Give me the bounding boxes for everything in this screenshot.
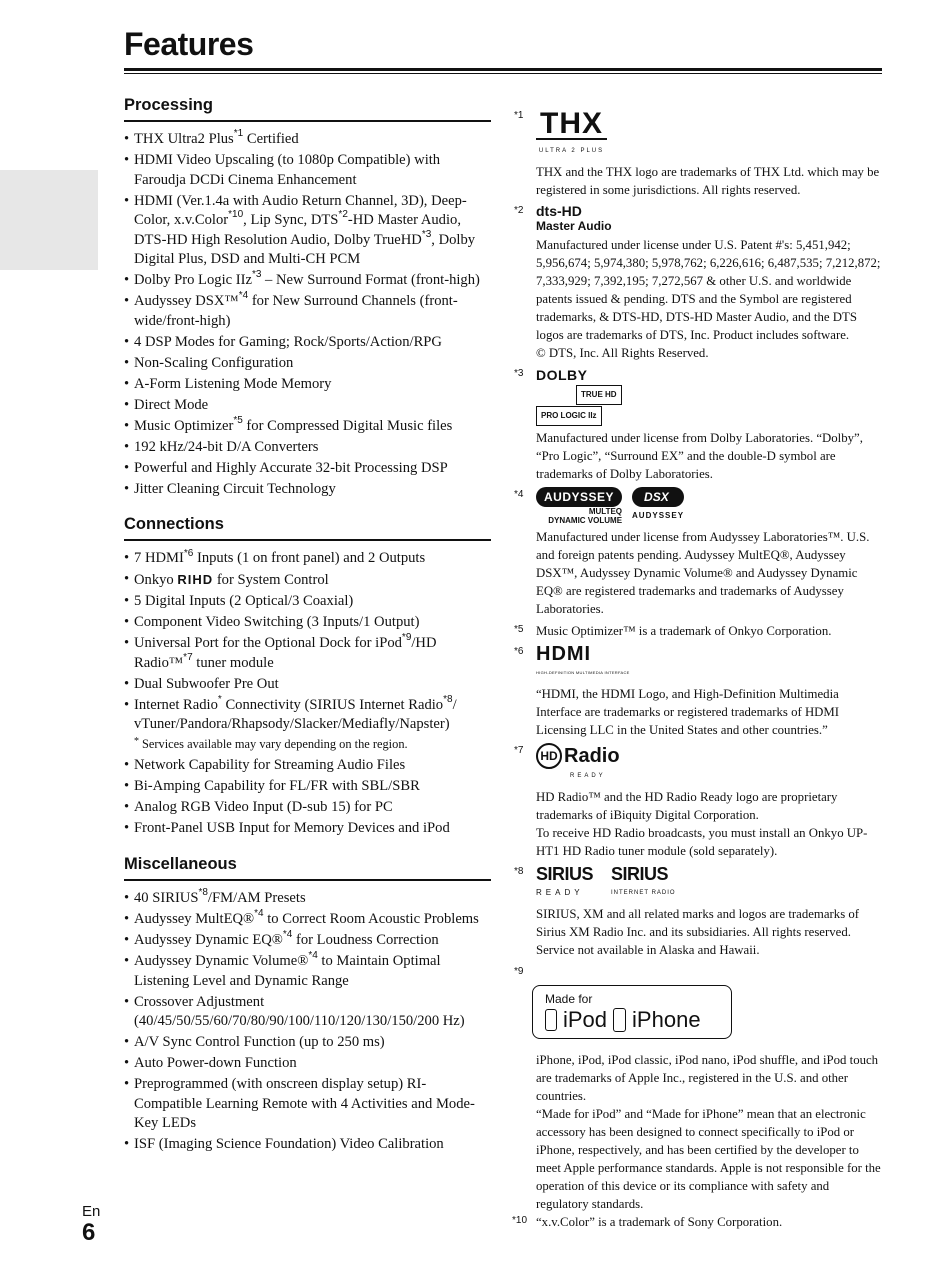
audyssey-logo-text: AUDYSSEY [536, 487, 622, 507]
dts-logo-subtext: Master Audio [536, 219, 612, 233]
footnote-text: Music Optimizer™ is a trademark of Onkyo Corporation. [536, 624, 832, 638]
feature-text: to Maintain Optimal Listening Level and Dynamic Range [134, 952, 441, 989]
feature-text: Audyssey Dynamic Volume® [134, 952, 309, 969]
footnote-mark: *1 [514, 110, 524, 121]
feature-item [124, 438, 491, 458]
feature-item [124, 931, 491, 951]
feature-item [124, 570, 491, 591]
iphone-icon [613, 1008, 626, 1032]
footnote-reference: * [217, 694, 222, 706]
feature-text: , Dolby Digital Plus, DSD and Multi-CH PCM [134, 231, 476, 268]
feature-text: for System Control [213, 572, 329, 589]
feature-item [124, 354, 491, 374]
feature-text: 4 DSP Modes for Gaming; Rock/Sports/Action/RPG [134, 333, 442, 350]
feature-text: Crossover Adjustment (40/45/50/55/60/70/80/90/100/110/120/130/150/200 Hz) [134, 993, 465, 1030]
feature-text: Bi-Amping Capability for FL/FR with SBL/SBR [134, 778, 420, 795]
footnote-reference: *1 [233, 128, 244, 140]
footnote-reference: *5 [233, 414, 243, 426]
feature-text: 192 kHz/24-bit D/A Converters [134, 438, 319, 455]
footnote-text: THX and the THX logo are trademarks of THX Ltd. which may be registered in some jurisdictions. All rights reserved. [536, 165, 880, 197]
feature-item [124, 1075, 491, 1134]
feature-text: Direct Mode [134, 396, 209, 413]
footnote-mark: *3 [514, 368, 524, 379]
sirius-logo-text: SIRIUS [536, 864, 594, 884]
footnote-text: Manufactured under license under U.S. Patent #'s: 5,451,942; 5,956,674; 5,974,380; 5,978,762; 6,226,616; 6,487,535; 7,212,872; 7,333,929; 7,392,195; 7,272,567 & other U.S. and worldwide patents issued & pending. DTS and the Symbol are registered trademarks, & DTS-HD, DTS-HD Master Audio, and the DTS logos are trademarks of DTS, Inc. Product includes software. [536, 238, 881, 342]
footnote-text-2: © DTS, Inc. All Rights Reserved. [536, 346, 709, 360]
footnote-reference: *2 [338, 209, 348, 221]
feature-item [124, 798, 491, 818]
feature-item [124, 480, 491, 500]
footnote-reference: *9 [401, 632, 412, 644]
feature-item [124, 375, 491, 395]
feature-text: THX Ultra2 Plus [134, 131, 234, 147]
feature-item [124, 675, 491, 695]
feature-item [124, 192, 491, 270]
made-for-ipod-badge [532, 985, 732, 1039]
feature-text: HDMI (Ver.1.4a with Audio Return Channel, 3D), Deep-Color, x.v.Color [134, 192, 467, 229]
footnote-text: iPhone, iPod, iPod classic, iPod nano, iPod shuffle, and iPod touch are trademarks of Apple Inc., registered in the U.S. and other countries. [536, 1053, 879, 1103]
sirius-ready-logo [536, 864, 593, 902]
feature-item [124, 696, 491, 735]
title-rule [124, 68, 882, 71]
footnote-7 [514, 743, 884, 860]
feature-item [124, 414, 491, 437]
audyssey-logo [536, 487, 622, 525]
feature-text: Powerful and Highly Accurate 32-bit Processing DSP [134, 459, 448, 476]
footnote-4 [514, 487, 884, 618]
page-number: 6 [82, 1219, 96, 1246]
feature-item [124, 130, 491, 150]
footnote-reference: *7 [183, 652, 193, 664]
section-heading: Processing [124, 96, 491, 122]
feature-item [124, 756, 491, 776]
feature-item [124, 1135, 491, 1155]
sirius-ready-text: READY [536, 888, 584, 897]
footnote-reference: *4 [282, 929, 293, 941]
ipod-text: iPod [563, 1007, 608, 1032]
footnote-reference: *8 [198, 887, 208, 899]
feature-item [124, 1054, 491, 1074]
footnote-mark: *10 [512, 1215, 528, 1226]
feature-text: Network Capability for Streaming Audio Files [134, 757, 406, 774]
dolby-logo [536, 366, 884, 426]
feature-text: Certified [243, 131, 299, 147]
audyssey-multeq-text: MULTEQ [588, 507, 623, 516]
feature-item [124, 151, 491, 190]
section-heading: Connections [124, 515, 491, 541]
feature-item [124, 777, 491, 797]
hd-radio-ready-text: READY [570, 773, 606, 779]
footnote-reference: *8 [443, 694, 453, 706]
sirius-internet-radio-text: INTERNET RADIO [611, 890, 676, 896]
footnote-10 [514, 1213, 884, 1231]
section-processing [124, 96, 491, 499]
feature-text: for Compressed Digital Music files [242, 417, 453, 434]
feature-item [124, 993, 491, 1032]
feature-text: Non-Scaling Configuration [134, 354, 294, 371]
feature-text: A/V Sync Control Function (up to 250 ms) [134, 1034, 385, 1051]
audyssey-dsx-logo [632, 487, 684, 525]
feature-text: Onkyo [134, 572, 178, 589]
feature-text: /HD Radio™ [134, 635, 437, 671]
feature-note [124, 735, 491, 755]
footnote-reference: * [134, 736, 139, 748]
feature-text: Audyssey DSX™ [134, 293, 239, 310]
footnotes-column [514, 108, 884, 1235]
footnote-9 [514, 963, 884, 1213]
feature-item [124, 333, 491, 353]
feature-list [124, 889, 491, 1155]
feature-text: /FM/AM Presets [207, 889, 306, 906]
feature-item [124, 819, 491, 839]
feature-item [124, 292, 491, 331]
feature-text: Services available may vary depending on the region. [142, 737, 408, 752]
footnote-reference: *6 [183, 547, 194, 559]
hd-radio-word: Radio [564, 745, 620, 767]
feature-text: , Lip Sync, DTS [243, 212, 339, 229]
page-title: Features [124, 26, 254, 62]
feature-text: Audyssey MultEQ® [134, 910, 255, 927]
footnote-mark: *8 [514, 866, 524, 877]
feature-text: Dolby Pro Logic IIz [134, 272, 252, 289]
dolby-logo-text: DOLBY [536, 367, 588, 383]
footnote-text: SIRIUS, XM and all related marks and logos are trademarks of Sirius XM Radio Inc. and its subsidiaries. All rights reserved. Service not available in Alaska and Hawaii. [536, 907, 860, 957]
feature-item [124, 952, 491, 991]
hdmi-logo-text: HDMI [536, 643, 592, 665]
feature-text: – New Surround Format (front-high) [261, 272, 480, 289]
footnote-mark: *6 [514, 646, 524, 657]
language-label: En [82, 1203, 101, 1220]
hd-radio-logo [536, 743, 884, 785]
feature-text: Audyssey Dynamic EQ® [134, 931, 283, 948]
feature-list [124, 130, 491, 499]
feature-item [124, 459, 491, 479]
sirius-logos [536, 864, 884, 902]
dolby-prologic-text: PRO LOGIC IIz [536, 406, 602, 426]
footnote-text: “HDMI, the HDMI Logo, and High-Definition Multimedia Interface are trademarks or registered trademarks of HDMI Licensing LLC in the United States and other countries.” [536, 687, 840, 737]
dsx-logo-subtext: AUDYSSEY [632, 511, 685, 520]
footnote-8 [514, 864, 884, 959]
feature-item [124, 1033, 491, 1053]
section-heading: Miscellaneous [124, 855, 491, 881]
feature-text: Jitter Cleaning Circuit Technology [134, 480, 336, 497]
feature-text: Music Optimizer [134, 417, 234, 434]
sirius-internet-radio-logo [611, 864, 676, 902]
dts-hd-logo [536, 203, 884, 233]
section-connections [124, 515, 491, 839]
footnote-reference: *10 [228, 209, 244, 221]
dolby-truehd-text: TRUE HD [576, 385, 622, 405]
footnote-text: HD Radio™ and the HD Radio Ready logo are proprietary trademarks of iBiquity Digital Corporation. [536, 790, 838, 822]
footnote-3 [514, 366, 884, 483]
side-tab [0, 170, 98, 270]
footnote-text: Manufactured under license from Audyssey Laboratories™. U.S. and foreign patents pending. Audyssey MultEQ®, Audyssey DSX™, Audyssey Dynamic Volume® and Audyssey Dynamic EQ® are registered trademarks and trademarks of Audyssey Laboratories. [536, 530, 870, 616]
audyssey-logos [536, 487, 884, 525]
footnote-mark: *2 [514, 205, 524, 216]
thx-logo [536, 108, 607, 160]
footnote-text: “x.v.Color” is a trademark of Sony Corporation. [536, 1215, 783, 1229]
footnote-reference: *4 [238, 290, 249, 302]
hdmi-logo-subtext: HIGH-DEFINITION MULTIMEDIA INTERFACE [536, 670, 630, 675]
feature-text: 7 HDMI [134, 550, 184, 567]
footnote-text-2: To receive HD Radio broadcasts, you must install an Onkyo UP-HT1 HD Radio tuner module (sold separately). [536, 826, 868, 858]
feature-text: Inputs (1 on front panel) and 2 Outputs [193, 550, 426, 567]
feature-item [124, 271, 491, 291]
iphone-text: iPhone [632, 1007, 701, 1032]
features-column [124, 96, 491, 1171]
feature-item [124, 889, 491, 909]
ipod-icon [545, 1009, 557, 1031]
footnote-reference: *3 [421, 228, 432, 240]
feature-item [124, 396, 491, 416]
audyssey-dynamic-volume-text: DYNAMIC VOLUME [548, 516, 623, 525]
feature-text: tuner module [192, 654, 274, 671]
footnote-reference: *3 [251, 269, 262, 281]
feature-text: / vTuner/Pandora/Rhapsody/Slacker/Mediafly/Napster) [134, 696, 457, 733]
feature-text: for New Surround Channels (front-wide/front-high) [134, 293, 458, 329]
feature-text: Connectivity (SIRIUS Internet Radio [221, 696, 444, 713]
footnote-reference: *4 [254, 908, 264, 920]
made-for-text: Made for [545, 992, 593, 1006]
rihd-logo: RIHD [177, 572, 214, 588]
footnote-mark: *5 [514, 624, 524, 635]
footnote-6 [514, 644, 884, 739]
hdmi-logo [536, 644, 884, 682]
feature-text: Analog RGB Video Input (D-sub 15) for PC [134, 799, 393, 816]
sirius-logo-text-2: SIRIUS [611, 864, 669, 884]
feature-text: Component Video Switching (3 Inputs/1 Output) [134, 614, 420, 631]
feature-list [124, 549, 491, 839]
feature-text: Preprogrammed (with onscreen display setup) RI-Compatible Learning Remote with 4 Activities and Mode-Key LEDs [134, 1076, 475, 1132]
feature-item [124, 592, 491, 612]
feature-text: Auto Power-down Function [134, 1055, 297, 1072]
footnote-mark: *7 [514, 745, 524, 756]
footnote-reference: *4 [308, 950, 318, 962]
footnote-text-2: “Made for iPod” and “Made for iPhone” mean that an electronic accessory has been designed to connect specifically to iPod or iPhone, respectively, and has been certified by the developer to meet Apple performance standards. Apple is not responsible for the operation of this device or its compliance with safety and regulatory standards. [536, 1107, 881, 1211]
feature-text: ISF (Imaging Science Foundation) Video Calibration [134, 1136, 444, 1153]
feature-text: Front-Panel USB Input for Memory Devices and iPod [134, 820, 450, 837]
feature-text: to Correct Room Acoustic Problems [263, 910, 479, 927]
feature-text: Universal Port for the Optional Dock for iPod [134, 635, 402, 652]
hd-radio-circle: HD [536, 743, 562, 769]
feature-text: Dual Subwoofer Pre Out [134, 675, 279, 692]
thx-logo-text: THX [536, 110, 607, 140]
dts-logo-text: dts-HD [536, 203, 582, 219]
title-rule-thin [124, 73, 882, 74]
footnote-mark: *9 [514, 966, 524, 977]
feature-item [124, 549, 491, 569]
feature-text: HDMI Video Upscaling (to 1080p Compatible) with Faroudja DCDi Cinema Enhancement [134, 151, 441, 188]
thx-logo-subtext: ULTRA 2 PLUS [538, 148, 605, 154]
feature-text: Internet Radio [134, 696, 218, 713]
footnote-2 [514, 203, 884, 362]
feature-text: -HD Master Audio, DTS-HD High Resolution Audio, Dolby TrueHD [134, 212, 461, 248]
feature-text: for Loudness Correction [292, 931, 439, 948]
dsx-logo-text: DSX [632, 487, 684, 507]
feature-item [124, 634, 491, 673]
footnote-mark: *4 [514, 489, 524, 500]
feature-item [124, 910, 491, 930]
section-miscellaneous [124, 855, 491, 1155]
feature-text: 5 Digital Inputs (2 Optical/3 Coaxial) [134, 593, 354, 610]
feature-text: 40 SIRIUS [134, 889, 199, 906]
footnote-1 [514, 108, 884, 199]
feature-text: A-Form Listening Mode Memory [134, 375, 332, 392]
footnote-text: Manufactured under license from Dolby Laboratories. “Dolby”, “Pro Logic”, “Surround EX” and the double-D symbol are trademarks of Dolby Laboratories. [536, 431, 863, 481]
feature-item [124, 613, 491, 633]
footnote-5 [514, 622, 884, 640]
